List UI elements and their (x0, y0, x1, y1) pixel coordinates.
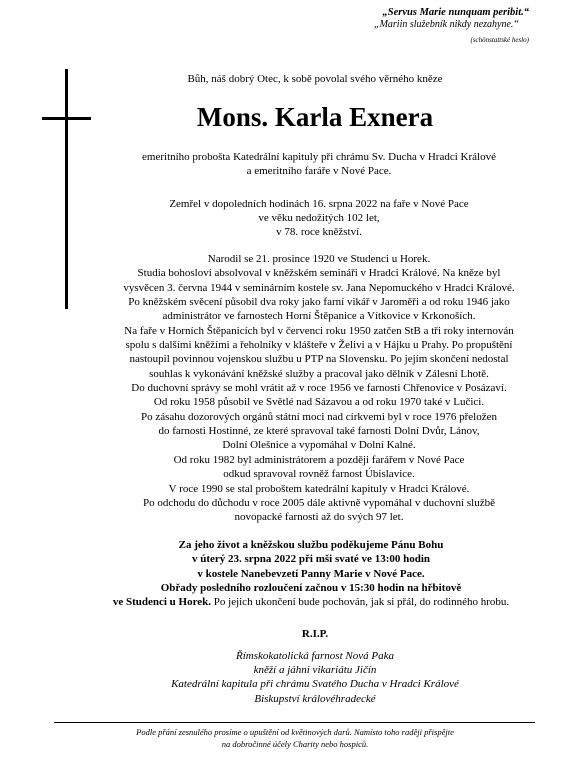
burial-place: ve Studenci u Horek. (112, 596, 212, 609)
footer-line: na dobročinné účely Charity nebo hospiců. (221, 738, 369, 749)
intro-text: Bůh, náš dobrý Otec, k sobě povolal svého věrného kněze (187, 73, 443, 85)
motto-source: (schönstattské heslo) (470, 36, 529, 44)
title-line: emeritního probošta Katedrální kapituly při chrámu Sv. Ducha v Hradci Králové (142, 151, 496, 163)
bio-line: souhlas k vykonávání kněžské služby a pracoval jako dělník v Zálesní Lhotě. (149, 367, 489, 380)
bio-line: nastoupil povinnou vojenskou službu u PTP na Slovensku. Po jejím skončení nedostal (129, 353, 509, 366)
death-line: v 78. roce kněžství. (276, 226, 362, 239)
title-paragraph (92, 150, 546, 178)
death-paragraph (92, 197, 546, 240)
signer: Římskokatolická farnost Nová Paka (236, 650, 394, 662)
bio-line: V roce 1990 se stal proboštem katedrální kapituly v Hradci Králové. (168, 482, 470, 495)
bio-line: odkud spravoval rovněž farnost Úbislavice. (223, 468, 415, 481)
signers (100, 649, 530, 706)
motto-latin: „Servus Marie nunquam peribit.“ (382, 7, 529, 18)
motto (374, 6, 529, 45)
death-line: Zemřel v dopoledních hodinách 16. srpna 2022 na faře v Nové Pace (169, 198, 469, 210)
ceremony-line: v kostele Nanebevzetí Panny Marie v Nové Pace. (197, 567, 425, 580)
burial-note: Po jejich ukončení bude pochován, jak si přál, do rodinného hrobu. (211, 596, 510, 609)
bio-line: spolu s dalšími kněžími a řeholníky v klášteře v Želivi a v Hájku u Prahy. Po propuštění (125, 339, 513, 352)
bio-line: Na faře v Horních Štěpanicích byl v červenci roku 1950 zatčen StB a tři roky internován (124, 324, 514, 337)
bio-line: Od roku 1958 působil ve Světlé nad Sázavou a od roku 1970 také v Lučici. (153, 396, 485, 409)
bio-line: Po zásahu dozorových orgánů státní moci nad církvemi byl v roce 1976 přeložen (141, 410, 497, 423)
signer: kněží a jáhni vikariátu Jičín (253, 664, 377, 677)
footer-note (60, 727, 530, 750)
bio-line: Studia bohosloví absolvoval v kněžském semináři v Hradci Králové. Na kněze byl (137, 267, 501, 280)
cross-horizontal-bar (42, 117, 91, 120)
signer: Biskupství královéhradecké (254, 692, 376, 705)
bio-line: Do duchovní správy se mohl vrátit až v roce 1956 ve farnosti Chřenovice v Posázaví. (131, 382, 507, 395)
footer-line: Podle přání zesnulého prosíme o upuštění od květinových darů. Namísto toho raději přispějte (136, 727, 454, 737)
bio-line: do farnosti Hostinné, ze které spravoval také farnosti Dolní Dvůr, Lánov, (158, 425, 480, 438)
bio-line: administrátor ve farnostech Horní Štěpanice a Vítkovice v Krkonoších. (162, 310, 476, 323)
deceased-name: Mons. Karla Exnera (196, 102, 434, 132)
bio-line: Po odchodu do důchodu v roce 2005 dále aktivně vypomáhal v duchovní službě (143, 496, 495, 509)
footer-divider (54, 722, 535, 723)
rip-text: R.I.P. (301, 628, 329, 640)
bio-line: Od roku 1982 byl administrátorem a později farářem v Nové Pace (173, 453, 465, 466)
biography (92, 252, 546, 525)
signer: Katedrální kapitula při chrámu Svatého Ducha v Hradci Králové (171, 678, 459, 691)
bio-line: Narodil se 21. prosince 1920 ve Studenci u Horek. (207, 253, 431, 265)
bio-line: Po kněžském svěcení působil dva roky jako farní vikář v Jaroměři a od roku 1946 jako (128, 296, 510, 309)
ceremony-info (66, 538, 556, 609)
cross-vertical-bar (65, 69, 68, 309)
bio-line: Dolní Olešnice a vypomáhal v Dolní Kalné. (222, 439, 416, 452)
title-line: a emeritního faráře v Nové Pace. (246, 165, 392, 178)
motto-czech: „Mariin služebník nikdy nezahyne.“ (374, 19, 519, 30)
bio-line: vysvěcen 3. června 1944 v seminárním kostele sv. Jana Nepomuckého v Hradci Králové. (123, 281, 515, 294)
ceremony-line (66, 595, 556, 609)
bio-line: novopacké farnosti až do svých 97 let. (234, 511, 404, 524)
ceremony-line: Obřady posledního rozloučení začnou v 15:30 hodin na hřbitově (160, 581, 462, 594)
ceremony-line: Za jeho život a kněžskou službu poděkujeme Pánu Bohu (178, 539, 444, 551)
ceremony-line: v úterý 23. srpna 2022 při mši svaté ve 13:00 hodin (191, 553, 431, 566)
death-line: ve věku nedožitých 102 let, (258, 212, 380, 225)
